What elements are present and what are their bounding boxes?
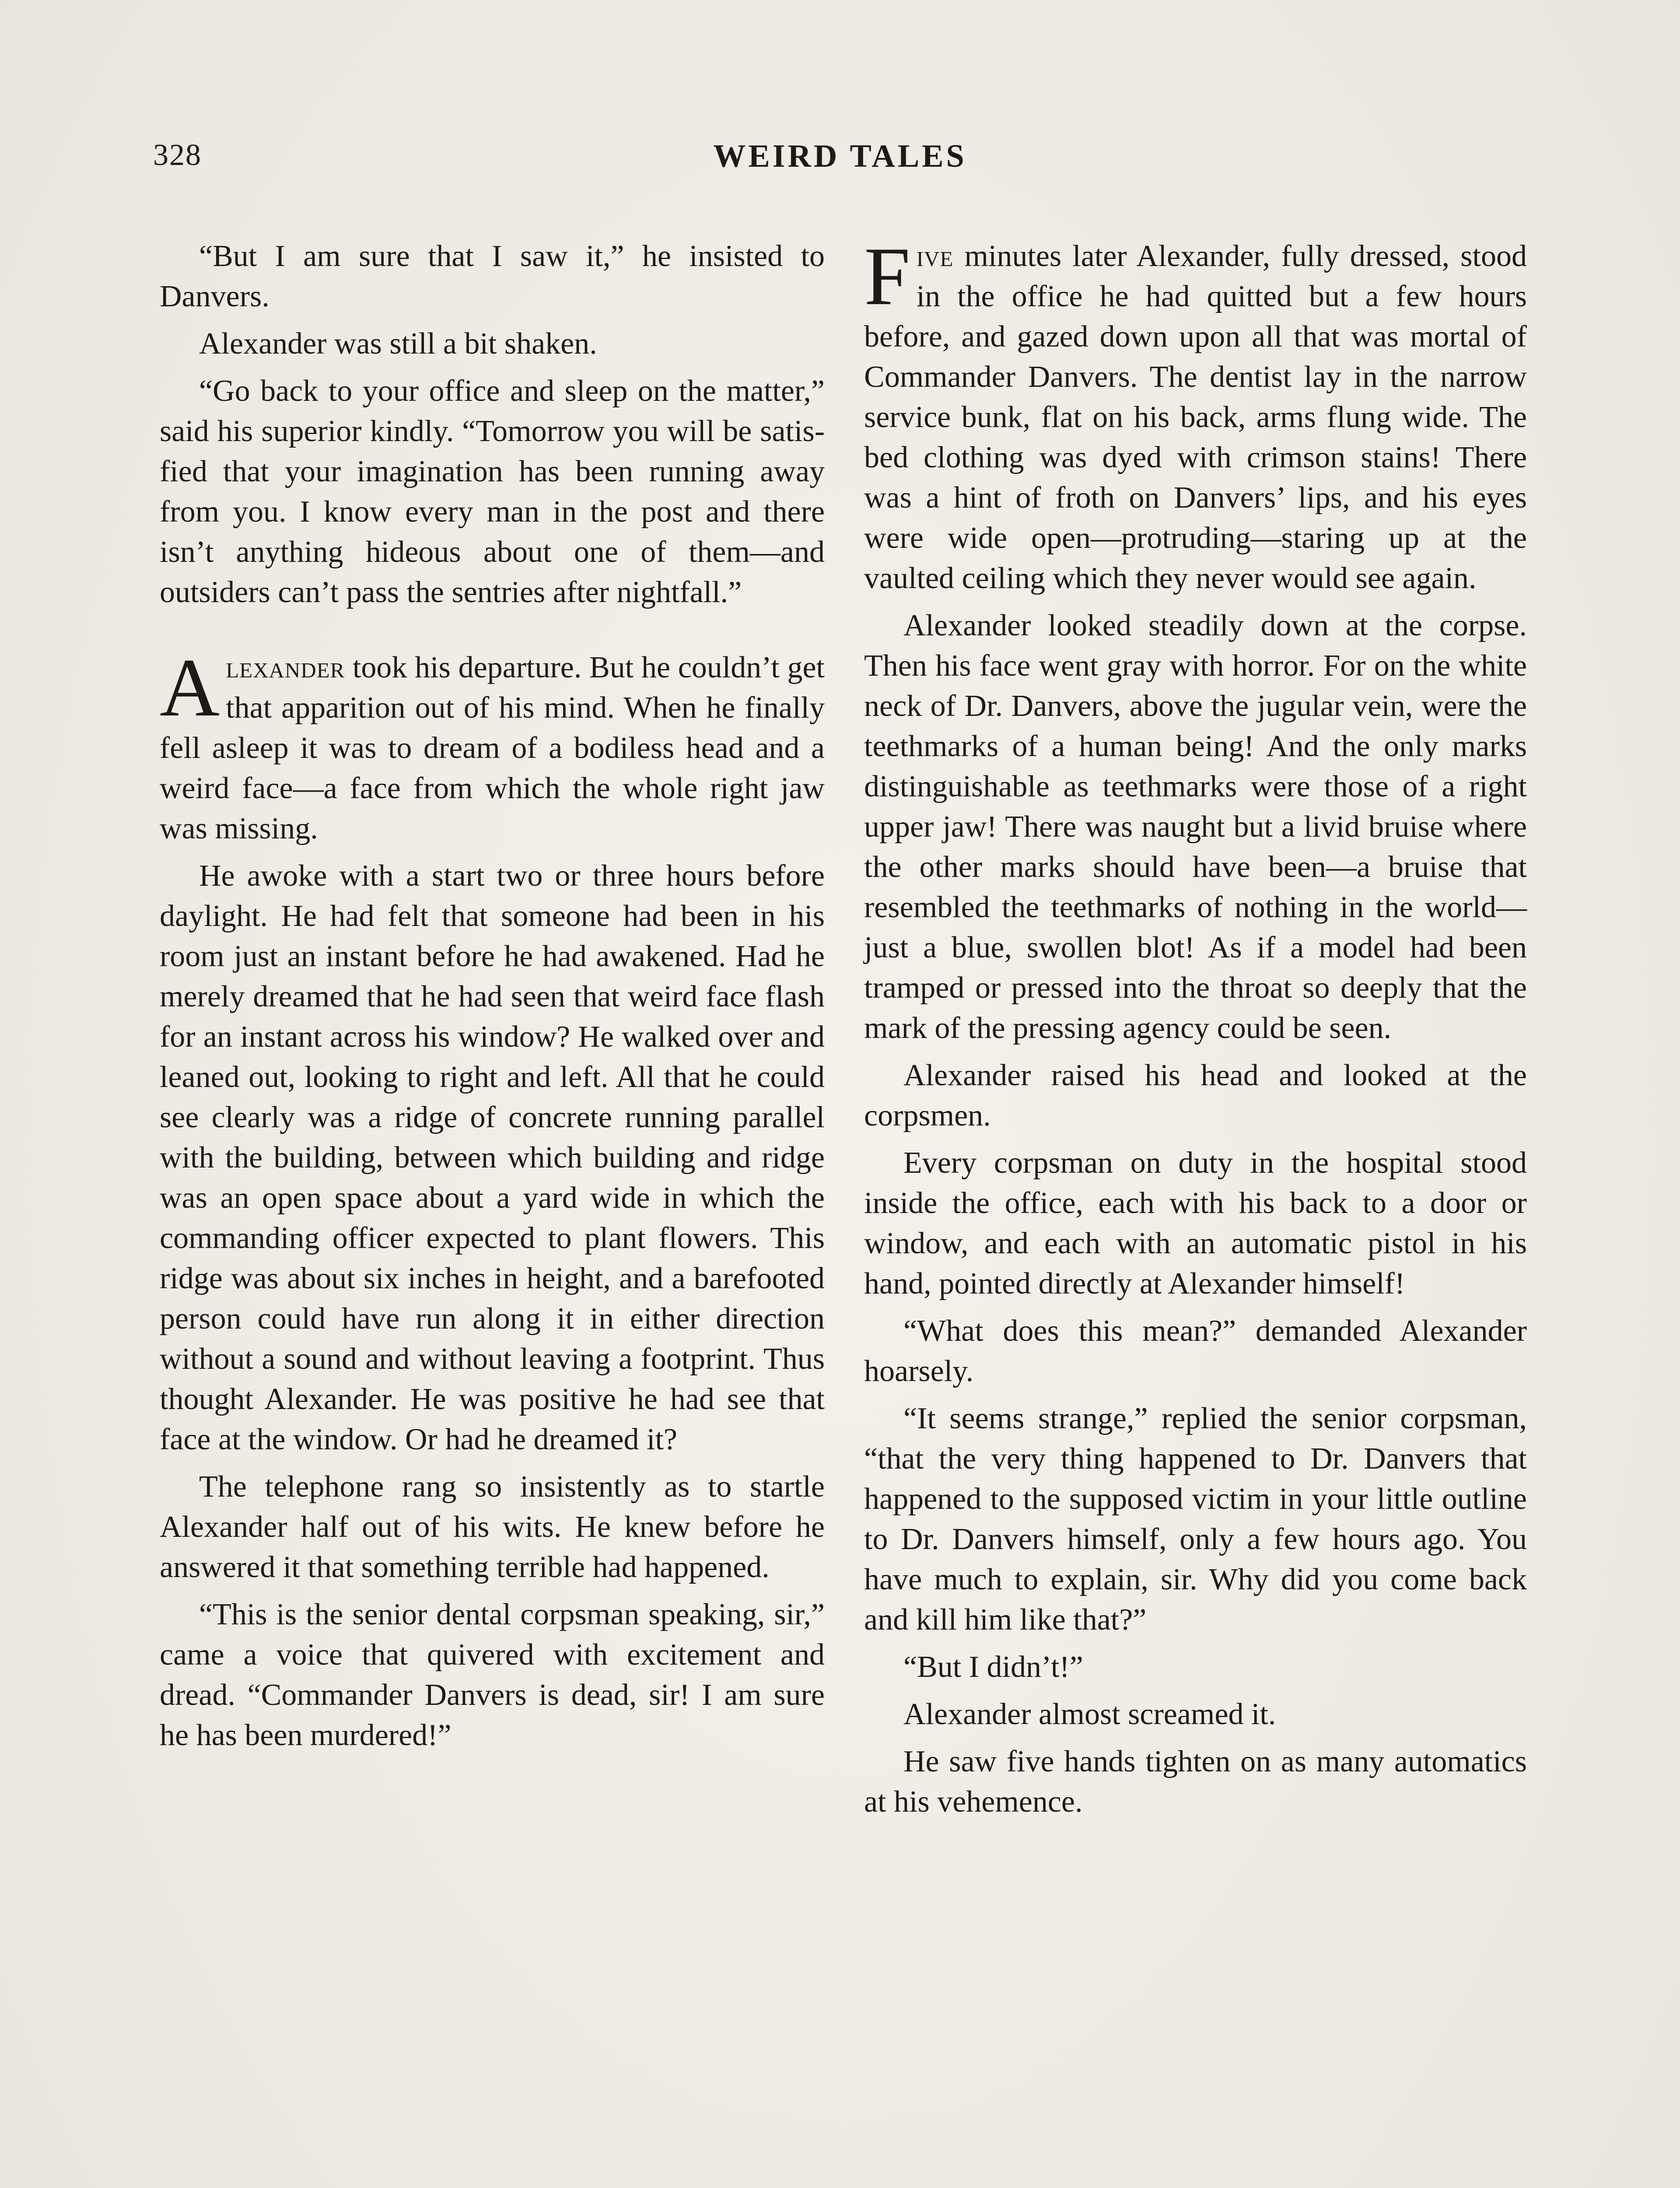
drop-cap: A <box>160 642 220 734</box>
paragraph-text: took his departure. But he couldn’t get that apparition out of his mind. When he finally fell asleep it was to dream of a bodiless head and a weird face—a face from which the whole right jaw was missing. <box>160 651 825 845</box>
paragraph: Alexander looked steadily down at the corpse. Then his face went gray with horror. For on the white neck of Dr. Danvers, above the jugular vein, were the teethmarks of a human being! And the only marks distinguishable as teethmarks were those of a right upper jaw! There was naught but a livid bruise where the other marks should have been—a bruise that resembled the teethmarks of nothing in the world—just a blue, swollen blot! As if a model had been tramped or pressed into the throat so deeply that the mark of the pressing agency could be seen. <box>864 609 1527 1045</box>
page-number: 328 <box>153 138 202 172</box>
paragraph: “This is the senior dental corpsman speaking, sir,” came a voice that quivered with excitement and dread. “Commander Danvers is dead, sir! I am sure he has been murdered!” <box>160 1598 825 1752</box>
page-header <box>153 138 1527 186</box>
paragraph: “What does this mean?” demanded Alexander hoarsely. <box>864 1314 1527 1388</box>
paragraph: He awoke with a start two or three hours before daylight. He had felt that someone had been in his room just an instant before he had awakened. Had he merely dreamed that he had seen that weird face flash for an instant across his window? He walked over and leaned out, looking to right and left. All that he could see clearly was a ridge of concrete running parallel with the building, between which building and ridge was an open space about a yard wide in which the commanding officer expected to plant flowers. This ridge was about six inches in height, and a barefooted person could have run along it in either direction without a sound and without leaving a footprint. Thus thought Alexander. He was positive he had see that face at the window. Or had he dreamed it? <box>160 859 825 1456</box>
paragraph: “It seems strange,” replied the senior corpsman, “that the very thing happened to Dr. Danvers that happened to the supposed victim in your little outline to Dr. Danvers himself, only a few hours ago. You have much to explain, sir. Why did you come back and kill him like that?” <box>864 1402 1527 1637</box>
left-column <box>160 236 825 1763</box>
section-paragraph <box>160 642 825 849</box>
paragraph: Alexander almost screamed it. <box>903 1697 1276 1731</box>
paragraph: Alexander raised his head and looked at the corpsmen. <box>864 1059 1527 1133</box>
right-column <box>864 231 1527 1829</box>
running-title: WEIRD TALES <box>713 138 967 174</box>
drop-cap: F <box>864 231 910 323</box>
paragraph: “Go back to your office and sleep on the matter,” said his superior kindly. “Tomorrow you will be satisfied that your imagination has been running away from you. I know every man in the post and there isn’t anything hideous about one of them—and outsiders can’t pass the sentries after nightfall.” <box>160 374 825 609</box>
small-caps-lead: ive <box>916 239 954 273</box>
small-caps-lead: lexander <box>226 651 345 684</box>
paragraph: He saw five hands tighten on as many automatics at his vehemence. <box>864 1745 1527 1819</box>
paragraph-text: minutes later Alexander, fully dressed, stood in the office he had quitted but a few hours before, and gazed down upon all that was mortal of Commander Danvers. The dentist lay in the narrow service bunk, flat on his back, arms flung wide. The bed clothing was dyed with crimson stains! There was a hint of froth on Danvers’ lips, and his eyes were wide open—protruding—staring up at the vaulted ceiling which they never would see again. <box>864 239 1527 595</box>
paragraph: Alexander was still a bit shaken. <box>199 327 597 361</box>
paragraph: Every corpsman on duty in the hospital stood inside the office, each with his back to a door or window, and each with an automatic pistol in his hand, pointed directly at Alexander himself! <box>864 1146 1527 1301</box>
paragraph: “But I am sure that I saw it,” he insisted to Danvers. <box>160 239 825 313</box>
paragraph: “But I didn’t!” <box>903 1650 1083 1684</box>
section-paragraph <box>864 231 1527 599</box>
paragraph: The telephone rang so insistently as to startle Alexander half out of his wits. He knew before he answered it that something terrible had happened. <box>160 1470 825 1584</box>
